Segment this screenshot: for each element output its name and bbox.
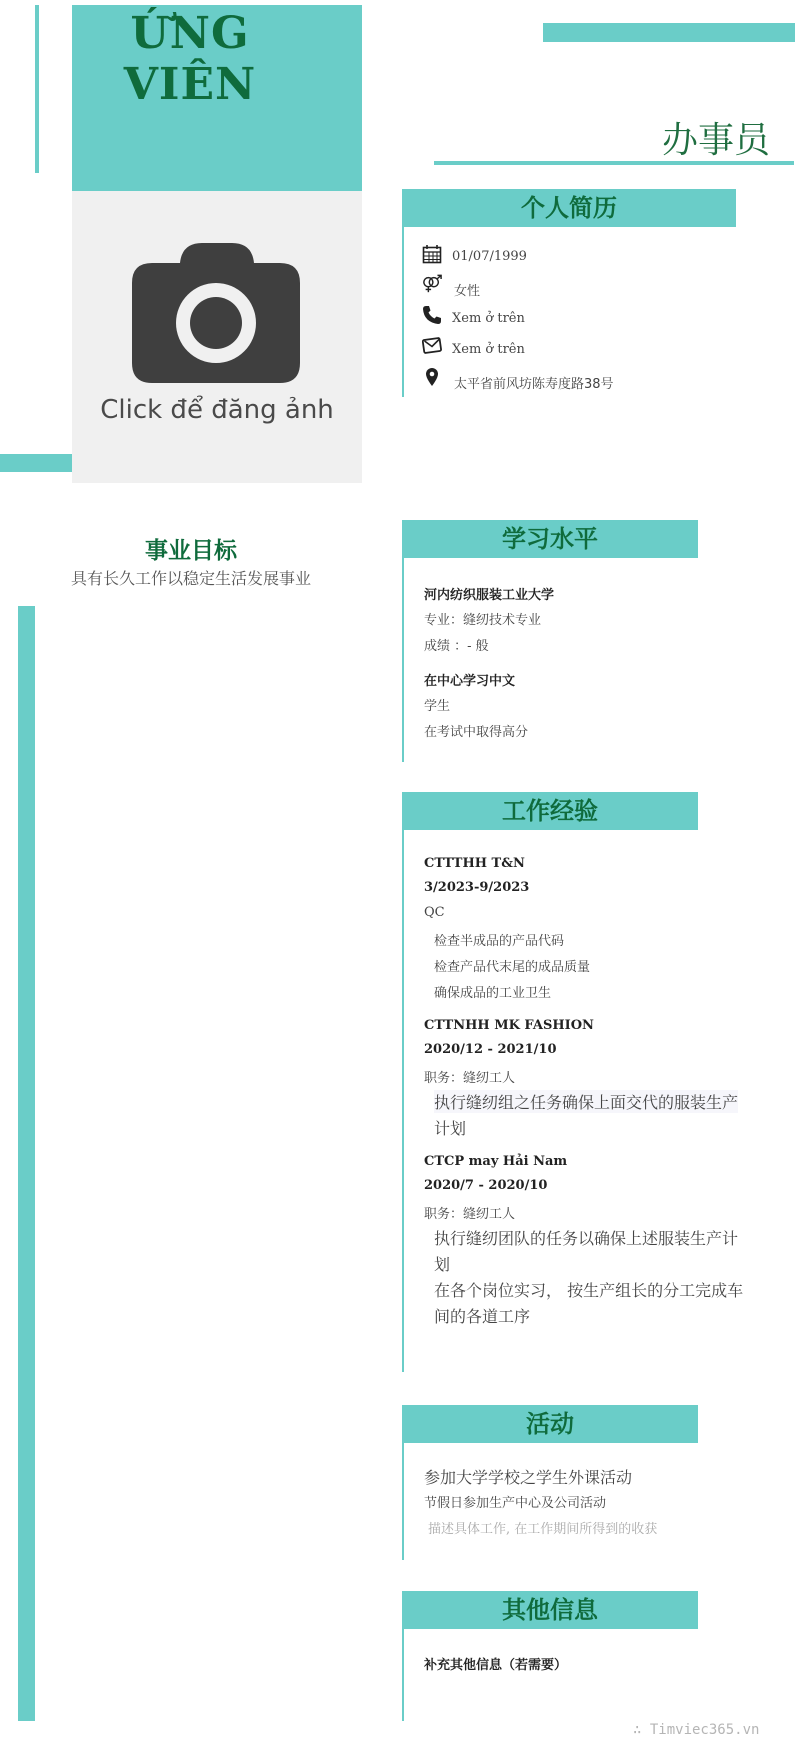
gender-text: 女性 <box>454 284 481 299</box>
job-1-company: CTTTHH T&N <box>424 856 525 871</box>
address-text: 太平省前风坊陈寿度路38号 <box>454 377 614 392</box>
section-personal-title: 个人简历 <box>402 189 736 227</box>
job-1-task-2: 检查产品代末尾的成品质量 <box>434 960 591 975</box>
education-school-2: 在中心学习中文 <box>424 674 516 689</box>
section-activities-title: 活动 <box>402 1405 698 1443</box>
decor-bar-top-right <box>543 23 795 42</box>
phone-text: Xem ở trên <box>452 311 525 326</box>
section-experience-line <box>402 830 404 1372</box>
section-personal-line <box>402 227 404 397</box>
job-3-task-2: 划 <box>434 1255 451 1274</box>
photo-upload[interactable] <box>72 191 362 483</box>
job-3-task-1: 执行缝纫团队的任务以确保上述服装生产计 <box>434 1229 739 1248</box>
section-activities-line <box>402 1443 404 1560</box>
education-detail-1a: 专业：缝纫技术专业 <box>424 613 542 628</box>
section-experience-title: 工作经验 <box>402 792 698 830</box>
job-3-task-4: 间的各道工序 <box>434 1307 531 1326</box>
job-1-task-3: 确保成品的工业卫生 <box>434 986 552 1001</box>
map-pin-icon <box>422 367 442 387</box>
objective-text: 具有长久工作以稳定生活发展事业 <box>70 569 311 588</box>
decor-bar-left-long <box>18 606 35 1721</box>
calendar-icon <box>422 244 442 264</box>
objective-title: 事业目标 <box>145 537 237 564</box>
job-3-task-3: 在各个岗位实习， 按生产组长的分工完成车 <box>434 1281 744 1300</box>
job-title-underline <box>434 161 794 165</box>
job-title: 办事员 <box>661 120 770 161</box>
job-3-period: 2020/7 - 2020/10 <box>424 1178 548 1193</box>
job-3-company: CTCP may Hải Nam <box>424 1154 568 1169</box>
job-1-role: QC <box>424 905 445 920</box>
photo-upload-label: Click để đăng ảnh <box>100 395 334 425</box>
phone-icon <box>422 305 442 325</box>
decor-bar-left-middle <box>0 454 72 472</box>
activities-line-1: 参加大学学校之学生外课活动 <box>424 1468 633 1487</box>
job-1-task-1: 检查半成品的产品代码 <box>434 934 565 949</box>
section-education-title: 学习水平 <box>402 520 698 558</box>
job-2-period: 2020/12 - 2021/10 <box>424 1042 557 1057</box>
section-education-line <box>402 558 404 762</box>
job-2-role: 职务：缝纫工人 <box>424 1071 516 1086</box>
job-2-company: CTTNHH MK FASHION <box>424 1018 594 1033</box>
decor-bar-left-top <box>35 5 39 173</box>
gender-icon <box>422 274 442 294</box>
activities-line-2: 节假日参加生产中心及公司活动 <box>424 1496 607 1511</box>
section-other-title: 其他信息 <box>402 1591 698 1629</box>
candidate-name: ỨNG VIÊN <box>123 8 257 110</box>
education-detail-2a: 学生 <box>424 699 451 714</box>
job-2-task-1: 执行缝纫组之任务确保上面交代的服装生产 <box>434 1090 738 1113</box>
camera-icon <box>130 235 302 385</box>
dob-text: 01/07/1999 <box>452 249 527 264</box>
education-detail-1b: 成绩 ：- 般 <box>424 639 489 654</box>
job-3-role: 职务：缝纫工人 <box>424 1207 516 1222</box>
section-other-line <box>402 1629 404 1721</box>
envelope-icon <box>422 336 442 356</box>
job-1-period: 3/2023-9/2023 <box>424 880 530 895</box>
activities-line-3: 描述具体工作, 在工作期间所得到的收获 <box>428 1522 658 1537</box>
email-text: Xem ở trên <box>452 342 525 357</box>
education-detail-2b: 在考试中取得高分 <box>424 725 529 740</box>
other-info-text: 补充其他信息（若需要） <box>424 1658 568 1673</box>
job-2-task-2: 计划 <box>434 1119 467 1138</box>
education-school-1: 河内纺织服装工业大学 <box>424 588 555 603</box>
watermark: ∴ Timviec365.vn <box>633 1722 760 1738</box>
